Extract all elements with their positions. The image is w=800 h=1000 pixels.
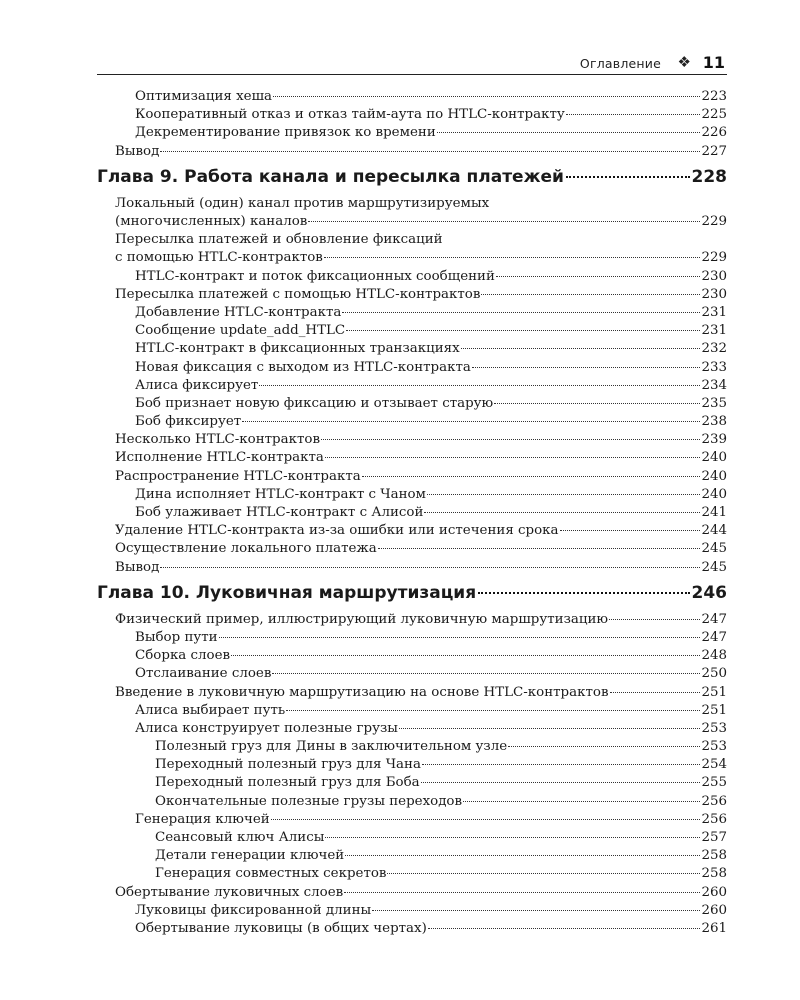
toc-entry[interactable] [97, 920, 727, 938]
dot-leader [566, 176, 690, 178]
toc-entry[interactable] [97, 395, 727, 413]
running-title: Оглавление [579, 56, 661, 71]
dot-leader [508, 746, 700, 747]
toc-entry-page: 233 [701, 359, 727, 375]
table-of-contents [97, 88, 727, 938]
dot-leader [437, 132, 701, 133]
dot-leader [496, 276, 701, 277]
toc-entry[interactable] [97, 811, 727, 829]
toc-entry-title: Алиса конструирует полезные грузы [135, 720, 398, 736]
toc-entry-title: Алиса фиксирует [135, 377, 259, 393]
dot-leader [566, 114, 701, 115]
toc-entry-title: Полезный груз для Дины в заключительном узле [155, 739, 508, 755]
toc-entry-title: Распространение HTLC-контракта [115, 468, 361, 484]
toc-entry[interactable] [97, 268, 727, 286]
chapter-heading[interactable] [97, 167, 727, 191]
toc-entry[interactable] [97, 231, 727, 267]
dot-leader [472, 367, 701, 368]
dot-leader [399, 728, 701, 729]
toc-entry[interactable] [97, 322, 727, 340]
toc-entry-page: 253 [701, 739, 727, 755]
toc-entry-page: 253 [701, 720, 727, 736]
toc-entry[interactable] [97, 286, 727, 304]
toc-entry-title: Сеансовый ключ Алисы [155, 830, 325, 845]
chapter-title: Глава 9. Работа канала и пересылка платежей [97, 166, 564, 187]
dot-leader [345, 855, 700, 856]
toc-entry[interactable] [97, 720, 727, 738]
dot-leader [346, 330, 700, 331]
toc-entry[interactable] [97, 702, 727, 720]
toc-entry[interactable] [97, 143, 727, 161]
toc-entry[interactable] [97, 304, 727, 322]
toc-entry-page: 261 [701, 920, 727, 936]
toc-entry-title: Несколько HTLC-контрактов [115, 432, 320, 448]
toc-entry-page: 250 [701, 666, 727, 682]
toc-entry-page: 241 [701, 505, 727, 520]
toc-entry-title: Отслаивание слоев [135, 666, 272, 682]
toc-entry[interactable] [97, 540, 727, 558]
toc-entry[interactable] [97, 774, 727, 792]
toc-entry-title: HTLC-контракт в фиксационных транзакциях [135, 341, 460, 357]
dot-leader [421, 782, 701, 783]
toc-entry-title: Вывод [115, 143, 160, 159]
dot-leader [321, 439, 700, 440]
toc-entry-title-continued: с помощью HTLC-контрактов [115, 250, 323, 266]
toc-entry-page: 251 [701, 702, 727, 718]
toc-entry-page: 238 [701, 414, 727, 430]
toc-entry-title: Новая фиксация с выходом из HTLC-контракта [135, 359, 471, 375]
toc-entry[interactable] [97, 449, 727, 467]
toc-entry-page: 227 [701, 143, 727, 159]
toc-entry-page: 256 [701, 811, 727, 827]
toc-entry-page: 225 [701, 107, 727, 123]
toc-entry-title: Оптимизация хеша [135, 89, 273, 104]
dot-leader [344, 892, 700, 893]
toc-entry-page: 240 [701, 486, 727, 502]
toc-entry[interactable] [97, 738, 727, 756]
toc-entry[interactable] [97, 884, 727, 902]
toc-entry-title: Физический пример, иллюстрирующий луковичную маршрутизацию [115, 611, 609, 627]
dot-leader [308, 221, 700, 222]
chapter-page: 228 [691, 166, 727, 187]
toc-entry[interactable] [97, 486, 727, 504]
toc-entry[interactable] [97, 611, 727, 629]
toc-entry[interactable] [97, 504, 727, 522]
toc-entry[interactable] [97, 847, 727, 865]
toc-entry-page: 235 [701, 395, 727, 411]
toc-entry-title: Луковицы фиксированной длины [135, 902, 372, 918]
toc-entry-title: Пересылка платежей с помощью HTLC-контрактов [115, 286, 481, 302]
page-header [97, 50, 727, 75]
dot-leader [560, 530, 701, 531]
toc-entry-title: Добавление HTLC-контракта [135, 304, 342, 320]
dot-leader [378, 548, 701, 549]
toc-entry-page: 255 [701, 775, 727, 791]
toc-entry[interactable] [97, 195, 727, 231]
toc-entry-title: Выбор пути [135, 629, 218, 645]
toc-entry-page: 232 [701, 341, 727, 357]
dot-leader [219, 637, 701, 638]
dot-leader [481, 294, 700, 295]
toc-entry-title: Боб фиксирует [135, 414, 242, 430]
toc-entry[interactable] [97, 665, 727, 683]
dot-leader [422, 764, 701, 765]
toc-entry-title: Обертывание луковичных слоев [115, 884, 344, 900]
toc-entry-page: 234 [701, 377, 727, 393]
chapter-heading[interactable] [97, 583, 727, 607]
toc-entry[interactable] [97, 413, 727, 431]
toc-entry-page: 240 [701, 450, 727, 466]
dot-leader [325, 457, 701, 458]
dot-leader [271, 819, 701, 820]
toc-entry-title: Введение в луковичную маршрутизацию на основе HTLC-контрактов [115, 684, 609, 700]
dot-leader [494, 403, 700, 404]
dot-leader [424, 512, 700, 513]
toc-entry-title: Генерация ключей [135, 811, 270, 827]
toc-entry-page: 229 [701, 250, 727, 266]
toc-entry[interactable] [97, 902, 727, 920]
toc-entry[interactable] [97, 629, 727, 647]
toc-entry-title: Сборка слоев [135, 648, 231, 664]
toc-entry[interactable] [97, 377, 727, 395]
toc-entry[interactable] [97, 559, 727, 577]
chapter-page: 246 [691, 582, 727, 603]
toc-entry[interactable] [97, 684, 727, 702]
toc-entry-title: Пересылка платежей и обновление фиксаций [115, 232, 443, 248]
toc-entry[interactable] [97, 431, 727, 449]
dot-leader [231, 655, 700, 656]
dot-leader [478, 592, 689, 594]
dot-leader [160, 567, 700, 568]
page-number: 11 [702, 53, 725, 72]
dot-leader [324, 257, 701, 258]
dot-leader [325, 837, 700, 838]
toc-entry[interactable] [97, 756, 727, 774]
toc-entry-title: Сообщение update_add_HTLC [135, 323, 346, 339]
toc-entry-page: 247 [701, 629, 727, 645]
toc-entry-page: 231 [701, 323, 727, 339]
chapter-title: Глава 10. Луковичная маршрутизация [97, 582, 477, 603]
dot-leader [242, 421, 700, 422]
dot-leader [428, 928, 701, 929]
toc-entry-page: 254 [701, 757, 727, 773]
toc-entry-page: 229 [701, 213, 727, 229]
toc-entry[interactable] [97, 522, 727, 540]
toc-entry-title: Алиса выбирает путь [135, 702, 286, 718]
toc-entry-page: 231 [701, 304, 727, 320]
toc-entry-page: 247 [701, 611, 727, 627]
toc-entry-title: Кооперативный отказ и отказ тайм-аута по HTLC-контракту [135, 107, 565, 123]
toc-entry[interactable] [97, 359, 727, 377]
toc-entry-title: Декрементирование привязок ко времени [135, 125, 436, 141]
toc-entry[interactable] [97, 468, 727, 486]
toc-entry-page: 257 [701, 830, 727, 845]
toc-entry-title-continued: (многочисленных) каналов [115, 213, 308, 229]
toc-entry-page: 245 [701, 559, 727, 575]
toc-entry-page: 248 [701, 648, 727, 664]
toc-entry-page: 226 [701, 125, 727, 141]
toc-entry-page: 245 [701, 541, 727, 557]
toc-entry-page: 256 [701, 793, 727, 809]
toc-entry-page: 244 [701, 523, 727, 539]
toc-entry-title: Обертывание луковицы (в общих чертах) [135, 920, 427, 936]
toc-entry-title: Переходный полезный груз для Чана [155, 757, 421, 773]
toc-entry-title: Окончательные полезные грузы переходов [155, 793, 463, 809]
dot-leader [387, 873, 700, 874]
toc-entry[interactable] [97, 865, 727, 883]
dot-leader [372, 910, 700, 911]
toc-entry-title: Вывод [115, 559, 160, 575]
toc-entry-title: Осуществление локального платежа [115, 541, 377, 557]
toc-entry-title: Исполнение HTLC-контракта [115, 450, 324, 466]
toc-entry[interactable] [97, 793, 727, 811]
toc-entry-title: Боб улаживает HTLC-контракт с Алисой [135, 505, 424, 520]
toc-entry[interactable] [97, 106, 727, 124]
toc-entry[interactable] [97, 647, 727, 665]
toc-entry-title: HTLC-контракт и поток фиксационных сообщений [135, 268, 495, 284]
dot-leader [463, 801, 700, 802]
toc-entry[interactable] [97, 340, 727, 358]
ornament-icon: ❖ [677, 53, 691, 71]
toc-entry-page: 240 [701, 468, 727, 484]
dot-leader [160, 151, 700, 152]
toc-entry-title: Детали генерации ключей [155, 848, 345, 864]
dot-leader [610, 692, 701, 693]
toc-entry-page: 230 [701, 268, 727, 284]
toc-entry-page: 260 [701, 884, 727, 900]
toc-entry-page: 230 [701, 286, 727, 302]
dot-leader [362, 476, 701, 477]
toc-entry[interactable] [97, 124, 727, 142]
toc-entry-title: Удаление HTLC-контракта из-за ошибки или истечения срока [115, 523, 559, 539]
toc-entry-page: 258 [701, 848, 727, 864]
dot-leader [259, 385, 700, 386]
toc-entry[interactable] [97, 88, 727, 106]
dot-leader [609, 619, 700, 620]
toc-entry-title: Дина исполняет HTLC-контракт с Чаном [135, 486, 426, 502]
toc-entry-title: Локальный (один) канал против маршрутизируемых [115, 195, 490, 211]
dot-leader [342, 312, 700, 313]
toc-entry-page: 258 [701, 866, 727, 882]
toc-entry-page: 239 [701, 432, 727, 448]
dot-leader [461, 348, 701, 349]
toc-entry-page: 251 [701, 684, 727, 700]
dot-leader [272, 673, 700, 674]
toc-entry[interactable] [97, 829, 727, 847]
toc-entry-title: Боб признает новую фиксацию и отзывает старую [135, 395, 494, 411]
dot-leader [273, 96, 700, 97]
dot-leader [286, 710, 700, 711]
toc-entry-page: 260 [701, 902, 727, 918]
toc-entry-title: Переходный полезный груз для Боба [155, 775, 420, 791]
toc-entry-page: 223 [701, 89, 727, 104]
toc-entry-title: Генерация совместных секретов [155, 866, 387, 882]
dot-leader [427, 494, 700, 495]
